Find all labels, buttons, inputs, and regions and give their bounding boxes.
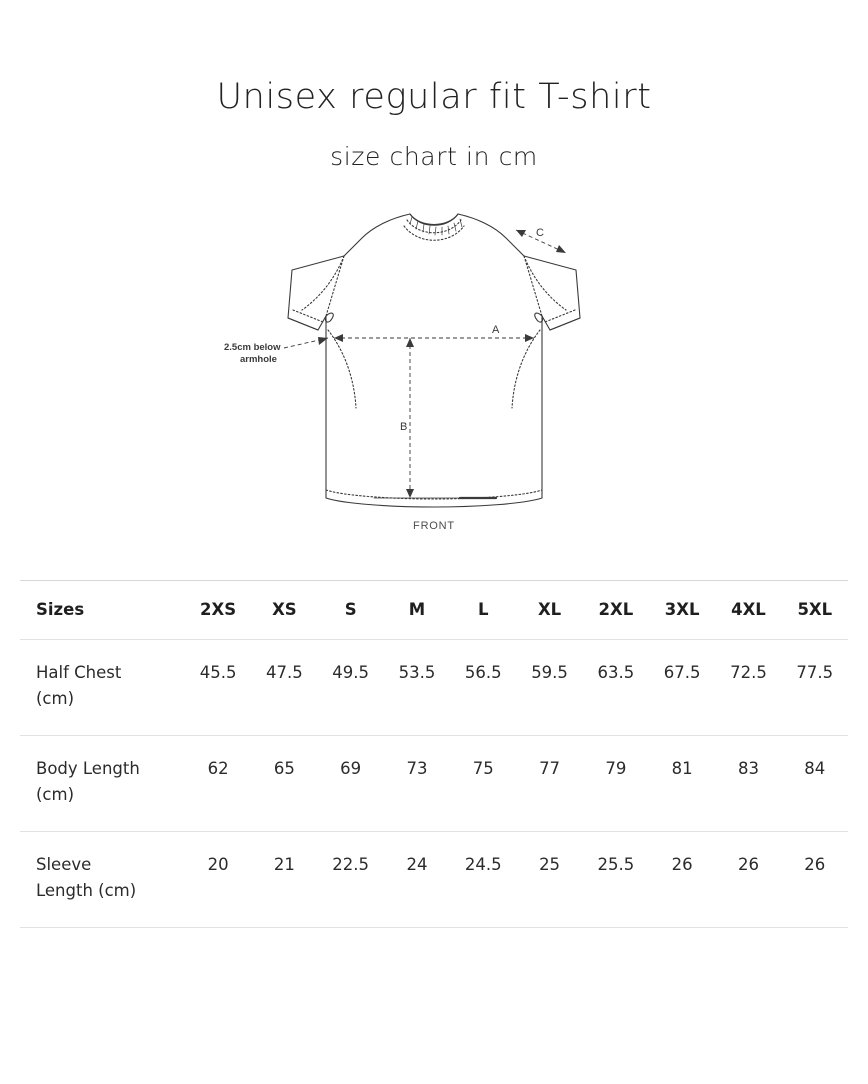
row-label-half-chest: [20, 640, 185, 736]
column-header-3xl: 3XL: [649, 581, 715, 640]
page-title: Unisex regular fit T-shirt: [216, 77, 652, 117]
size-chart-table-wrap: [20, 580, 848, 928]
row-label-line1: Half Chest: [36, 663, 122, 682]
annotation-c: C: [536, 227, 544, 239]
cell-sleeve-length-4xl: 26: [715, 832, 781, 928]
annotation-armhole-line1: 2.5cm below: [224, 342, 281, 353]
cell-body-length-2xs: 62: [185, 736, 251, 832]
cell-body-length-l: 75: [450, 736, 516, 832]
annotation-a: A: [492, 324, 500, 336]
cell-sleeve-length-5xl: 26: [782, 832, 848, 928]
cell-half-chest-m: 53.5: [384, 640, 450, 736]
cell-sleeve-length-s: 22.5: [318, 832, 384, 928]
row-label-line2: (cm): [36, 688, 75, 708]
cell-sleeve-length-2xs: 20: [185, 832, 251, 928]
row-label-sleeve-length: [20, 832, 185, 928]
tshirt-diagram-icon: [224, 198, 644, 528]
cell-sleeve-length-2xl: 25.5: [583, 832, 649, 928]
cell-body-length-xs: 65: [251, 736, 317, 832]
column-header-m: M: [384, 581, 450, 640]
table-header-row: [20, 581, 848, 640]
cell-body-length-s: 69: [318, 736, 384, 832]
column-header-4xl: 4XL: [715, 581, 781, 640]
cell-sleeve-length-xs: 21: [251, 832, 317, 928]
cell-half-chest-5xl: 77.5: [782, 640, 848, 736]
column-header-l: L: [450, 581, 516, 640]
row-label-line1: Body Length: [36, 759, 140, 779]
table-row: [20, 640, 848, 736]
cell-half-chest-3xl: 67.5: [649, 640, 715, 736]
row-label-line2: (cm): [36, 784, 75, 804]
cell-sleeve-length-m: 24: [384, 832, 450, 928]
page-subtitle: size chart in cm: [330, 141, 538, 171]
cell-sleeve-length-l: 24.5: [450, 832, 516, 928]
cell-sleeve-length-xl: 25: [516, 832, 582, 928]
column-header-2xl: 2XL: [583, 581, 649, 640]
column-header-5xl: 5XL: [782, 581, 848, 640]
row-label-line2: Length (cm): [36, 880, 137, 900]
size-chart-table: [20, 580, 848, 928]
column-header-sizes: Sizes: [20, 581, 185, 640]
row-label-line1: Sleeve: [36, 855, 92, 875]
cell-half-chest-s: 49.5: [318, 640, 384, 736]
cell-sleeve-length-3xl: 26: [649, 832, 715, 928]
tshirt-illustration: [0, 198, 868, 558]
cell-body-length-3xl: 81: [649, 736, 715, 832]
cell-half-chest-l: 56.5: [450, 640, 516, 736]
cell-half-chest-xs: 47.5: [251, 640, 317, 736]
annotation-armhole-line2: armhole: [240, 354, 277, 365]
cell-body-length-m: 73: [384, 736, 450, 832]
annotation-b: B: [400, 421, 408, 433]
cell-half-chest-4xl: 72.5: [715, 640, 781, 736]
cell-body-length-5xl: 84: [782, 736, 848, 832]
cell-half-chest-xl: 59.5: [516, 640, 582, 736]
cell-half-chest-2xs: 45.5: [185, 640, 251, 736]
column-header-xl: XL: [516, 581, 582, 640]
cell-body-length-2xl: 79: [583, 736, 649, 832]
table-row: [20, 832, 848, 928]
cell-body-length-4xl: 83: [715, 736, 781, 832]
view-label-front: FRONT: [413, 520, 455, 532]
row-label-body-length: [20, 736, 185, 832]
column-header-s: S: [318, 581, 384, 640]
table-row: [20, 736, 848, 832]
cell-body-length-xl: 77: [516, 736, 582, 832]
column-header-xs: XS: [251, 581, 317, 640]
cell-half-chest-2xl: 63.5: [583, 640, 649, 736]
column-header-2xs: 2XS: [185, 581, 251, 640]
